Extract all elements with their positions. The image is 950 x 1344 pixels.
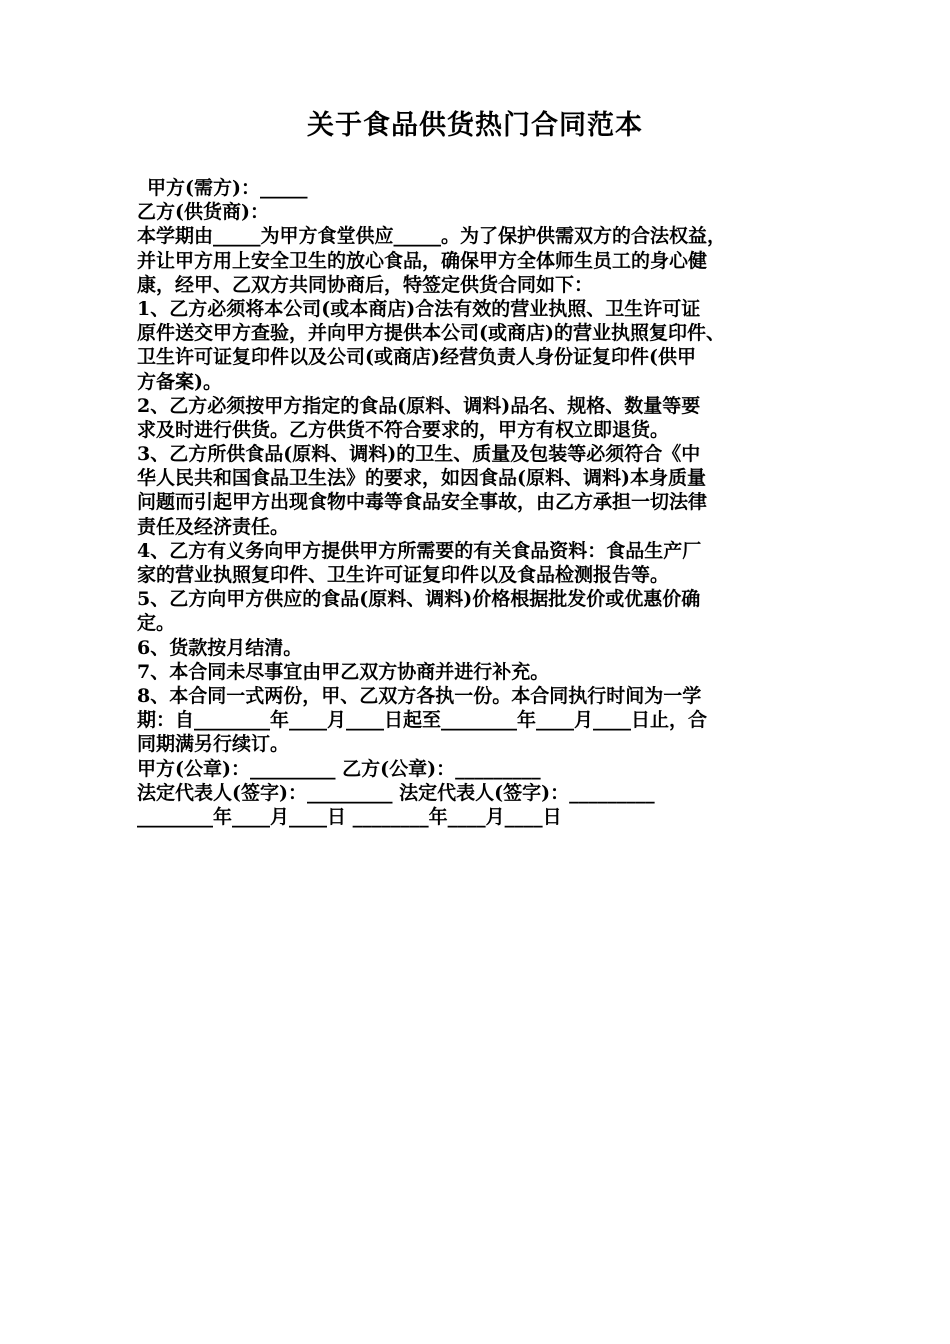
seal-line: 甲方(公章)：_________ 乙方(公章)：_________ bbox=[137, 757, 541, 780]
clause-8-line: 同期满另行续订。 bbox=[137, 733, 290, 756]
clause-3-line: 3、乙方所供食品(原料、调料)的卫生、质量及包装等必须符合《中 bbox=[137, 443, 701, 466]
signature-line: 法定代表人(签字)：_________ 法定代表人(签字)：_________ bbox=[137, 781, 655, 804]
preamble-line: 本学期由_____为甲方食堂供应_____。为了保护供需双方的合法权益， bbox=[137, 225, 727, 248]
contract-body bbox=[137, 176, 817, 829]
clause-3-line: 责任及经济责任。 bbox=[137, 515, 290, 538]
clause-5-line: 5、乙方向甲方供应的食品(原料、调料)价格根据批发价或优惠价确 bbox=[137, 588, 701, 611]
clause-8-line: 8、本合同一式两份，甲、乙双方各执一份。本合同执行时间为一学 bbox=[137, 684, 702, 707]
clause-1-line: 方备案)。 bbox=[137, 370, 222, 393]
clause-5-line: 定。 bbox=[137, 612, 176, 635]
preamble-line: 康，经甲、乙双方共同协商后，特签定供货合同如下： bbox=[137, 273, 594, 296]
clause-2-line: 2、乙方必须按甲方指定的食品(原料、调料)品名、规格、数量等要 bbox=[137, 394, 701, 417]
party-b-line: 乙方(供货商)： bbox=[137, 201, 269, 224]
clause-4-line: 家的营业执照复印件、卫生许可证复印件以及食品检测报告等。 bbox=[137, 564, 670, 586]
clause-6-line: 6、货款按月结清。 bbox=[137, 636, 303, 659]
clause-2-line: 求及时进行供货。乙方供货不符合要求的，甲方有权立即退货。 bbox=[137, 418, 670, 441]
clause-3-line: 华人民共和国食品卫生法》的要求，如因食品(原料、调料)本身质量 bbox=[137, 467, 706, 490]
clause-1-line: 1、乙方必须将本公司(或本商店)合法有效的营业执照、卫生许可证 bbox=[137, 297, 701, 320]
clause-1-line: 卫生许可证复印件以及公司(或商店)经营负责人身份证复印件(供甲 bbox=[137, 346, 696, 369]
clause-7-line: 7、本合同未尽事宜由甲乙双方协商并进行补充。 bbox=[137, 660, 550, 683]
document-title: 关于食品供货热门合同范本 bbox=[307, 110, 643, 141]
clause-1-line: 原件送交甲方查验，并向甲方提供本公司(或商店)的营业执照复印件、 bbox=[137, 322, 725, 345]
clause-3-line: 问题而引起甲方出现食物中毒等食品安全事故，由乙方承担一切法律 bbox=[137, 491, 708, 514]
party-a-line: 甲方(需方)：_____ bbox=[147, 177, 308, 199]
clause-8-line: 期：自________年____月____日起至________年____月____日止，合 bbox=[137, 709, 708, 732]
date-line: ________年____月____日 ________年____月____日 bbox=[137, 805, 562, 828]
clause-4-line: 4、乙方有义务向甲方提供甲方所需要的有关食品资料：食品生产厂 bbox=[137, 539, 702, 562]
preamble-line: 并让甲方用上安全卫生的放心食品，确保甲方全体师生员工的身心健 bbox=[137, 249, 708, 272]
